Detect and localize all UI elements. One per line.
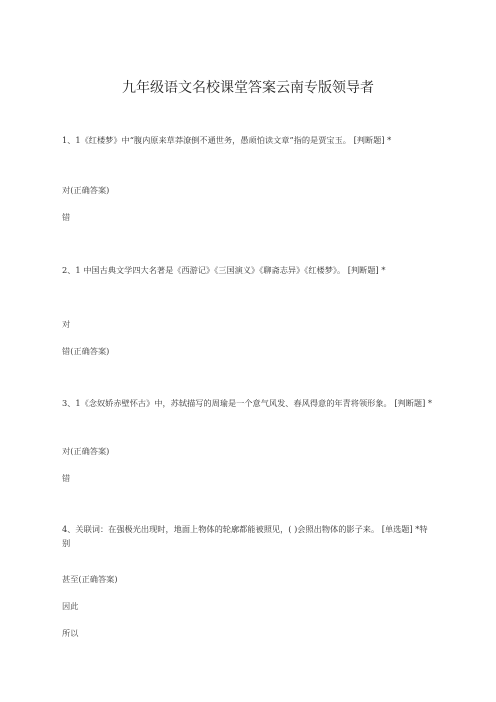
question-2-option-1: 对 (62, 319, 71, 329)
question-1-option-2: 错 (62, 212, 71, 222)
question-1: 1、1《红楼梦》中“腹内原来草莽潦倒不通世务，愚顽怕读文章”指的是贾宝玉。 [判断题] * (62, 135, 392, 145)
document-title: 九年级语文名校课堂答案云南专版领导者 (122, 80, 374, 96)
question-3-option-2: 错 (62, 473, 71, 483)
question-2-option-2: 错(正确答案) (62, 346, 110, 356)
question-3-option-1: 对(正确答案) (62, 446, 110, 456)
question-1-option-1: 对(正确答案) (62, 185, 110, 195)
question-4-option-1: 甚至(正确答案) (62, 574, 118, 584)
question-3: 3、1《念奴娇赤壁怀古》中，苏轼描写的周瑜是一个意气风发、春风得意的年青将领形象。 [判断题] * (62, 398, 432, 408)
question-2: 2、1 中国古典文学四大名著是《西游记》《三国演义》《聊斋志异》《红楼梦》。 [判断题] * (62, 265, 386, 275)
question-4-option-2: 因此 (62, 601, 79, 611)
question-4: 4、关联词：在强极光出现时，地面上物体的轮廓都能被照见，( )会照出物体的影子来。 [单选题] *特别 (62, 524, 428, 548)
question-4-option-3: 所以 (62, 628, 79, 638)
